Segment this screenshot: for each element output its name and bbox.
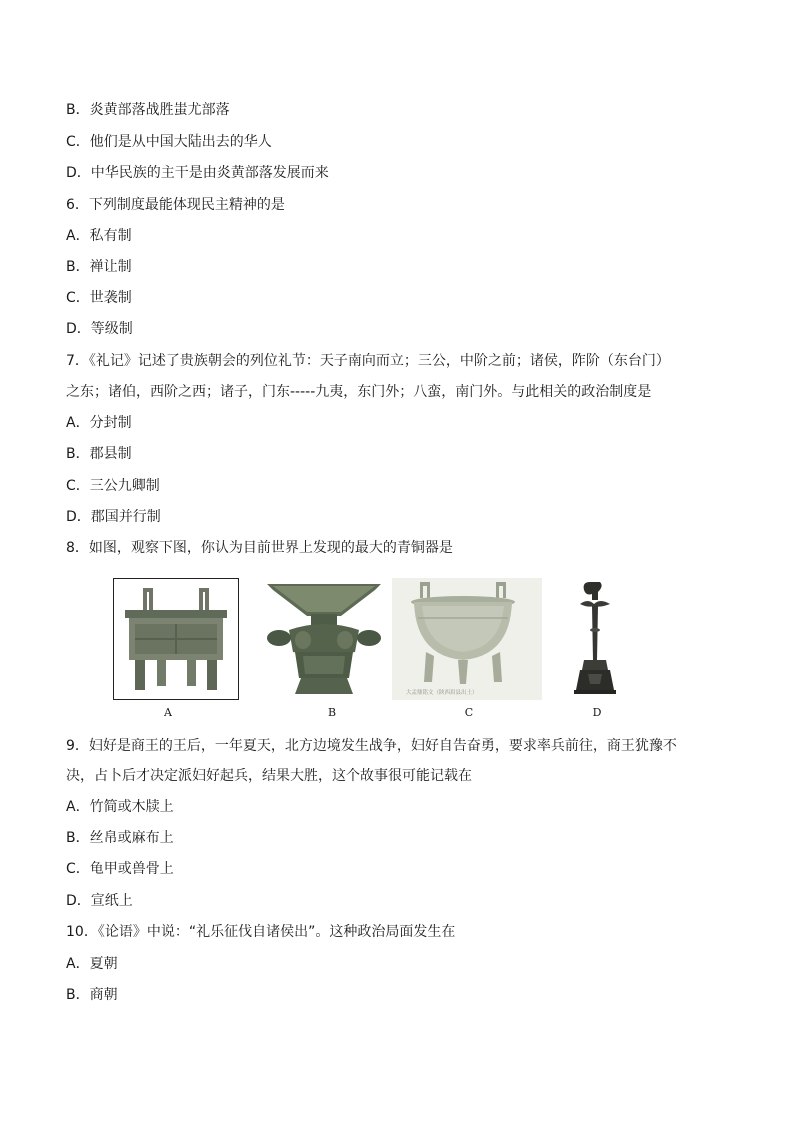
option-c-q5: C．他们是从中国大陆出去的华人: [66, 134, 272, 150]
option-a-q9: A．竹简或木牍上: [66, 799, 174, 815]
question-9-line-1: 9．妇好是商王的王后，一年夏天，北方边境发生战争，妇好自告奋勇，要求率兵前往，商王犹豫不: [66, 738, 677, 754]
figure-d-bronze-stand: [560, 578, 630, 704]
question-6: 6．下列制度最能体现民主精神的是: [66, 197, 285, 213]
option-a-q10: A．夏朝: [66, 956, 118, 972]
bronze-stand-image: [560, 578, 630, 700]
option-c-q6: C．世袭制: [66, 290, 132, 306]
figure-b-four-ram-zun: [263, 578, 385, 704]
option-a-q6: A．私有制: [66, 228, 132, 244]
bronze-figures: [0, 578, 794, 728]
option-d-q9: D．宣纸上: [66, 893, 133, 909]
question-8: 8．如图，观察下图，你认为目前世界上发现的最大的青铜器是: [66, 540, 453, 556]
option-c-q7: C．三公九卿制: [66, 478, 160, 494]
figure-label-d: D: [592, 706, 602, 719]
option-b-q7: B．郡县制: [66, 446, 132, 462]
option-d-q5: D．中华民族的主干是由炎黄部落发展而来: [66, 165, 329, 181]
option-b-q9: B．丝帛或麻布上: [66, 830, 174, 846]
question-7-line-2: 之东；诸伯，西阶之西；诸子，门东-----九夷，东门外；八蛮，南门外。与此相关的政治制度是: [66, 384, 652, 400]
question-7-line-1: 7．《礼记》记述了贵族朝会的列位礼节：天子南向而立；三公，中阶之前；诸侯，阼阶（东台门）: [66, 353, 670, 369]
question-9-line-2: 决，占卜后才决定派妇好起兵，结果大胜，这个故事很可能记载在: [66, 768, 472, 784]
square-ding-image: [113, 578, 239, 700]
figure-label-b: B: [327, 706, 337, 719]
option-d-q6: D．等级制: [66, 321, 133, 337]
zun-vessel-image: [263, 578, 385, 700]
round-ding-image: [392, 578, 542, 700]
option-a-q7: A．分封制: [66, 415, 132, 431]
figure-c-caption: 大盂鼎铭文（陕西眉县出土）: [406, 690, 478, 696]
option-b-q10: B．商朝: [66, 987, 118, 1003]
question-10: 10．《论语》中说：“礼乐征伐自诸侯出”。这种政治局面发生在: [66, 924, 456, 940]
option-b-q6: B．禅让制: [66, 259, 132, 275]
option-b-q5: B．炎黄部落战胜蚩尤部落: [66, 102, 230, 118]
option-d-q7: D．郡国并行制: [66, 509, 161, 525]
figure-a-square-ding: [113, 578, 239, 704]
figure-label-c: C: [464, 706, 474, 719]
figure-c-round-ding: [392, 578, 542, 704]
option-c-q9: C．龟甲或兽骨上: [66, 861, 174, 877]
figure-label-a: A: [164, 706, 172, 719]
